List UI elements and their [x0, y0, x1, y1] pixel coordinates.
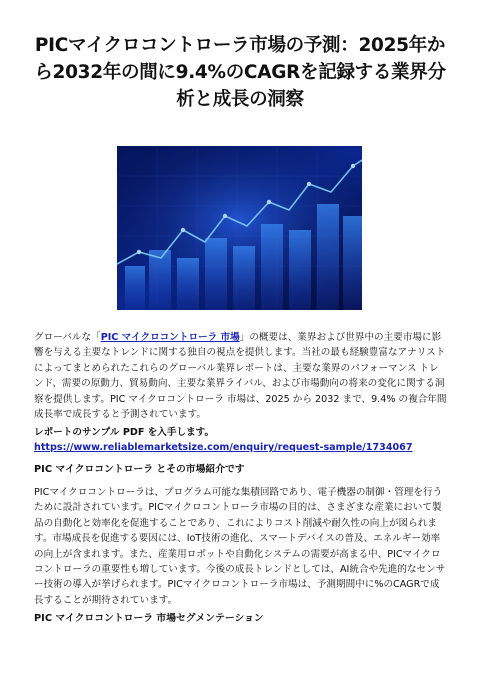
- intro-after-link: 」の概要は、業界および世界中の主要市場に影響を与える主要なトレンドに関する独自の視点を提供します。当社の最も経験豊富なアナリストによってまとめられたこれらのグローバル業界レポートは、主要な業界のパフォーマンス トレンド、需要の原動力、貿易動向、主要な業界ライバル、および市場動向の将来の変化に関する洞察を提供します。PIC マイクロコントローラ 市場は、2025 から 2032 まで、9.4% の複合年間成長率で成長すると予測されています。: [34, 332, 447, 421]
- page-title: PICマイクロコントローラ市場の予測：2025年から2032年の間に9.4%のCAGRを記録する業界分析と成長の洞察: [34, 35, 446, 110]
- intro-paragraph: [34, 330, 448, 422]
- market-link[interactable]: PIC マイクロコントローラ 市場: [100, 332, 240, 343]
- hero-image: [117, 146, 362, 310]
- sample-request: [34, 425, 448, 456]
- sample-link[interactable]: https://www.reliablemarketsize.com/enquiry/request-sample/1734067: [34, 442, 413, 454]
- intro-before-link: グローバルな「: [34, 332, 101, 343]
- section-heading-segmentation: PIC マイクロコントローラ 市場セグメンテーション: [34, 613, 264, 624]
- sample-label: レポートのサンプル PDF を入手します。: [34, 427, 215, 438]
- section-intro-paragraph: PICマイクロコントローラは、プログラム可能な集積回路であり、電子機器の制御・管理を行うために設計されています。PICマイクロコントローラ市場の目的は、さまざまな産業において製品の自動化と効率化を促進することであり、これによりコスト削減や耐久性の向上が図られます。市場成長を促進する要因には、IoT技術の進化、スマートデバイスの普及、エネルギー効率の向上が含まれます。また、産業用ロボットや自動化システムの需要が高まる中、PICマイクロコントローラの重要性も増しています。今後の成長トレンドとしては、AI統合や先進的なセンサー技術の導入が挙げられます。PICマイクロコントローラ市場は、予測期間中に%のCAGRで成長することが期待されています。: [34, 487, 446, 606]
- section-heading-intro: PIC マイクロコントローラ とその市場紹介です: [34, 464, 245, 475]
